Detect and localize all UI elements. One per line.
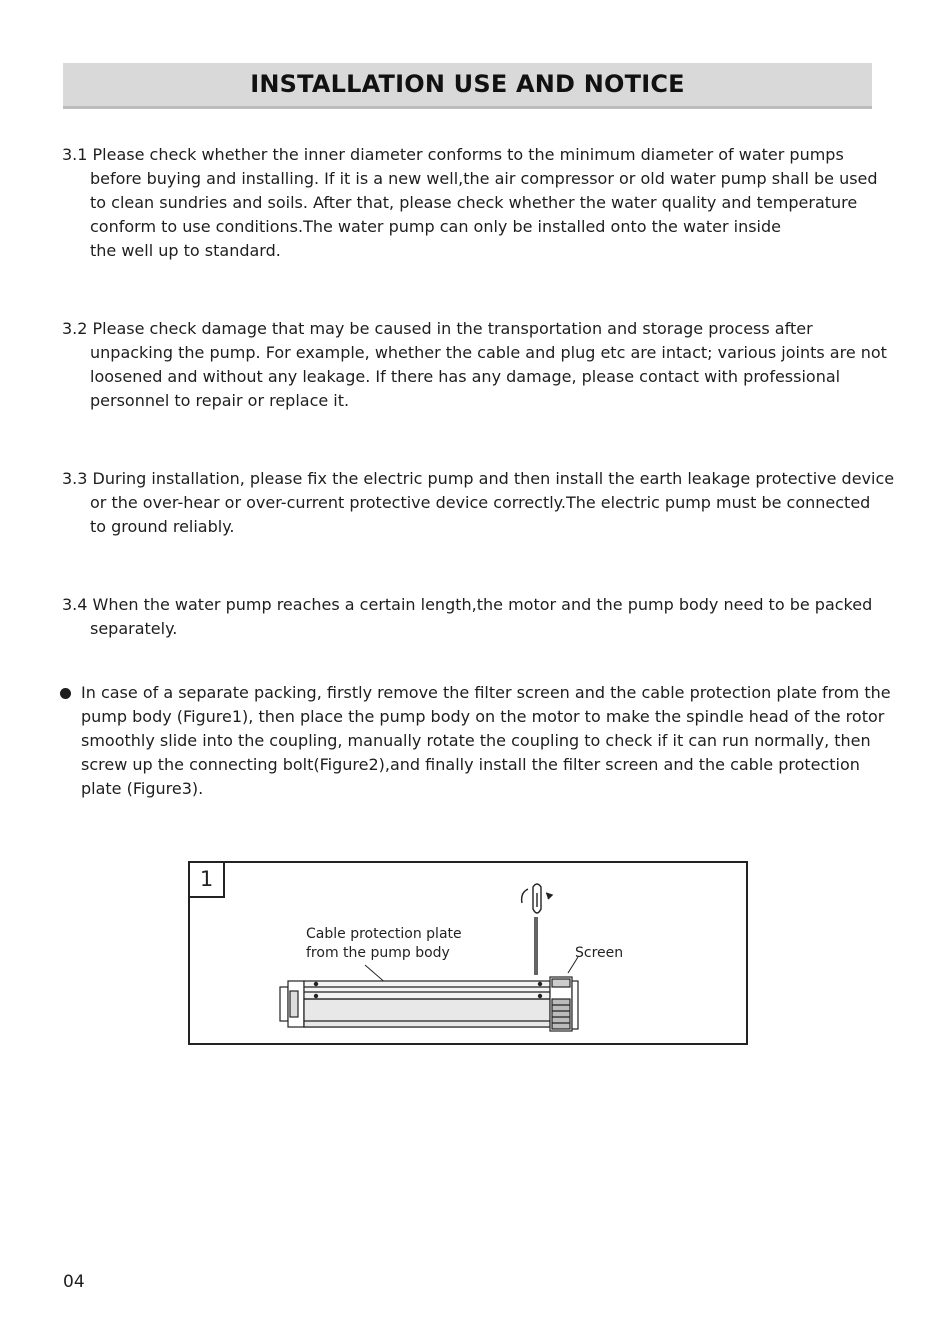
- text-line: personnel to repair or replace it.: [90, 391, 350, 410]
- paragraph-3-4: [62, 593, 874, 641]
- text-line: In case of a separate packing, firstly remove the filter screen and the cable protection plate from the: [81, 683, 891, 702]
- text-line: to ground reliably.: [90, 517, 235, 536]
- text-line: smoothly slide into the coupling, manually rotate the coupling to check if it can run normally, then: [81, 731, 871, 750]
- text-line: unpacking the pump. For example, whether the cable and plug etc are intact; various joints are not: [90, 343, 887, 362]
- cable-plate-label-line2: from the pump body: [306, 945, 450, 961]
- text-line: separately.: [90, 619, 178, 638]
- screen-label: Screen: [575, 945, 624, 961]
- figure-number: 1: [199, 867, 214, 891]
- text-line: 3.1 Please check whether the inner diameter conforms to the minimum diameter of water pumps: [62, 145, 844, 164]
- text-line: the well up to standard.: [90, 241, 281, 260]
- pump-illustration: [190, 863, 746, 1043]
- text-line: conform to use conditions.The water pump can only be installed onto the water inside: [90, 217, 781, 236]
- text-line: 3.2 Please check damage that may be caused in the transportation and storage process after: [62, 319, 813, 338]
- text-line: loosened and without any leakage. If there has any damage, please contact with professional: [90, 367, 841, 386]
- paragraph-3-1: [62, 143, 878, 263]
- screwdriver-icon: [522, 884, 552, 975]
- cable-plate-label-line1: Cable protection plate: [306, 926, 462, 942]
- text-line: 3.3 During installation, please fix the electric pump and then install the earth leakage protective device: [62, 469, 895, 488]
- text-line: plate (Figure3).: [81, 779, 204, 798]
- figure-1: [188, 861, 748, 1045]
- text-line: pump body (Figure1), then place the pump body on the motor to make the spindle head of the rotor: [81, 707, 885, 726]
- pump-body-icon: [280, 977, 578, 1031]
- text-line: to clean sundries and soils. After that, please check whether the water quality and temperature: [90, 193, 858, 212]
- page-title: INSTALLATION USE AND NOTICE: [250, 70, 685, 98]
- bullet-paragraph: [81, 681, 891, 801]
- paragraph-3-2: [62, 317, 887, 413]
- text-line: before buying and installing. If it is a new well,the air compressor or old water pump shall be used: [90, 169, 878, 188]
- text-line: screw up the connecting bolt(Figure2),and finally install the filter screen and the cable protection: [81, 755, 860, 774]
- section-header-banner: [63, 63, 872, 109]
- bullet-icon: [60, 688, 71, 699]
- page-number: 04: [63, 1272, 85, 1292]
- paragraph-3-3: [62, 467, 895, 539]
- text-line: 3.4 When the water pump reaches a certain length,the motor and the pump body need to be packed: [62, 595, 873, 614]
- text-line: or the over-hear or over-current protective device correctly.The electric pump must be connected: [90, 493, 871, 512]
